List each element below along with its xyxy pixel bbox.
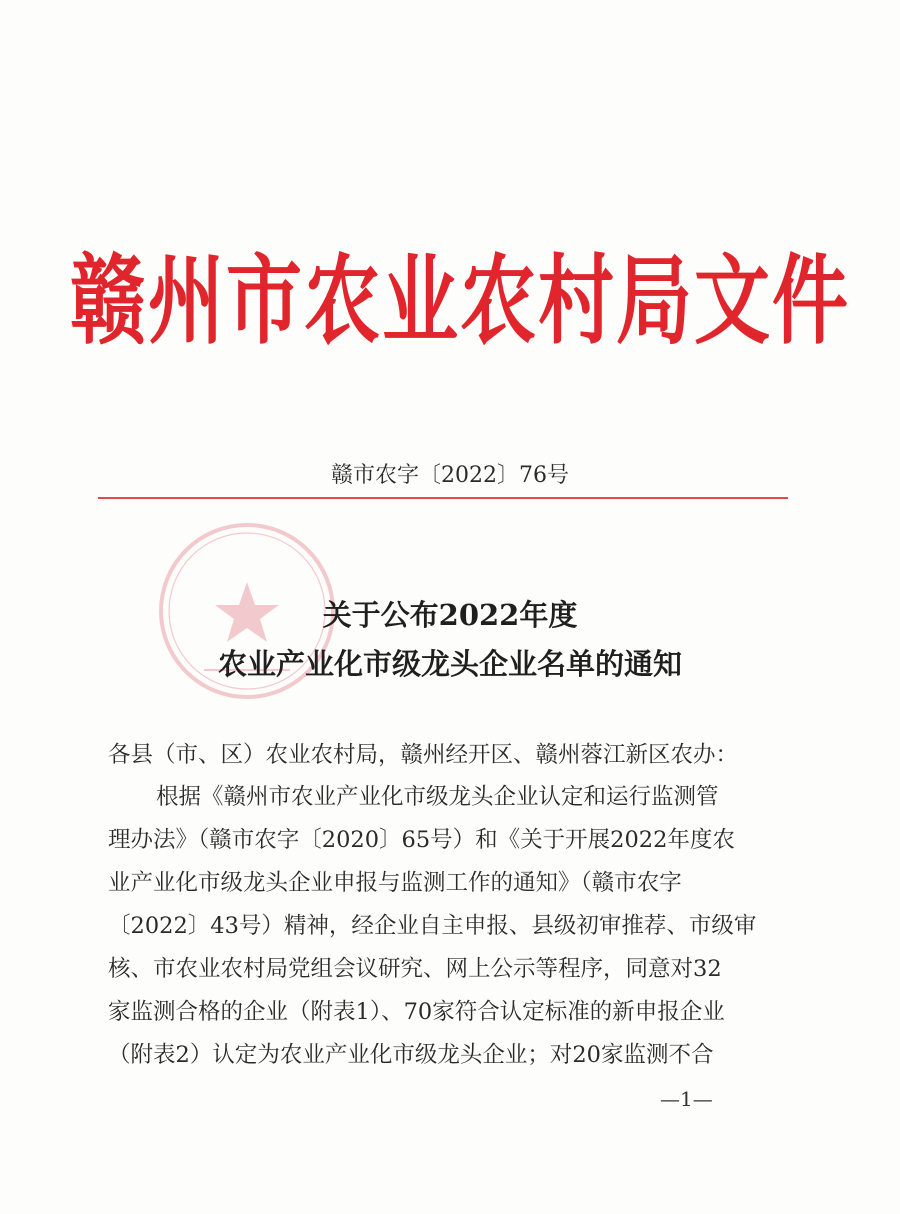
document-header-title: 赣州市农业农村局文件 — [70, 243, 850, 358]
body-paragraph-line: 理办法》（赣市农字〔2020〕65号）和《关于开展2022年度农 — [108, 827, 735, 853]
body-paragraph-line: （附表2）认定为农业产业化市级龙头企业；对20家监测不合 — [108, 1042, 714, 1068]
body-paragraph-line: 业产业化市级龙头企业申报与监测工作的通知》（赣市农字 — [108, 870, 682, 896]
notice-title-line-1: 关于公布2022年度 — [322, 598, 578, 632]
red-divider-line — [98, 497, 788, 499]
body-paragraph-line: 核、市农业农村局党组会议研究、网上公示等程序，同意对32 — [108, 956, 722, 982]
body-paragraph-line: 家监测合格的企业（附表1）、70家符合认定标准的新申报企业 — [108, 999, 725, 1025]
notice-title-line-2: 农业产业化市级龙头企业名单的通知 — [217, 647, 682, 681]
body-salutation-line: 各县（市、区）农业农村局，赣州经开区、赣州蓉江新区农办： — [108, 742, 739, 768]
document-number: 赣市农字〔2022〕76号 — [331, 463, 569, 488]
page-number: —1— — [660, 1087, 713, 1111]
body-paragraph-line: 〔2022〕43号）精神，经企业自主申报、县级初审推荐、市级审 — [108, 913, 757, 939]
body-paragraph-line: 根据《赣州市农业产业化市级龙头企业认定和运行监测管 — [156, 784, 719, 810]
